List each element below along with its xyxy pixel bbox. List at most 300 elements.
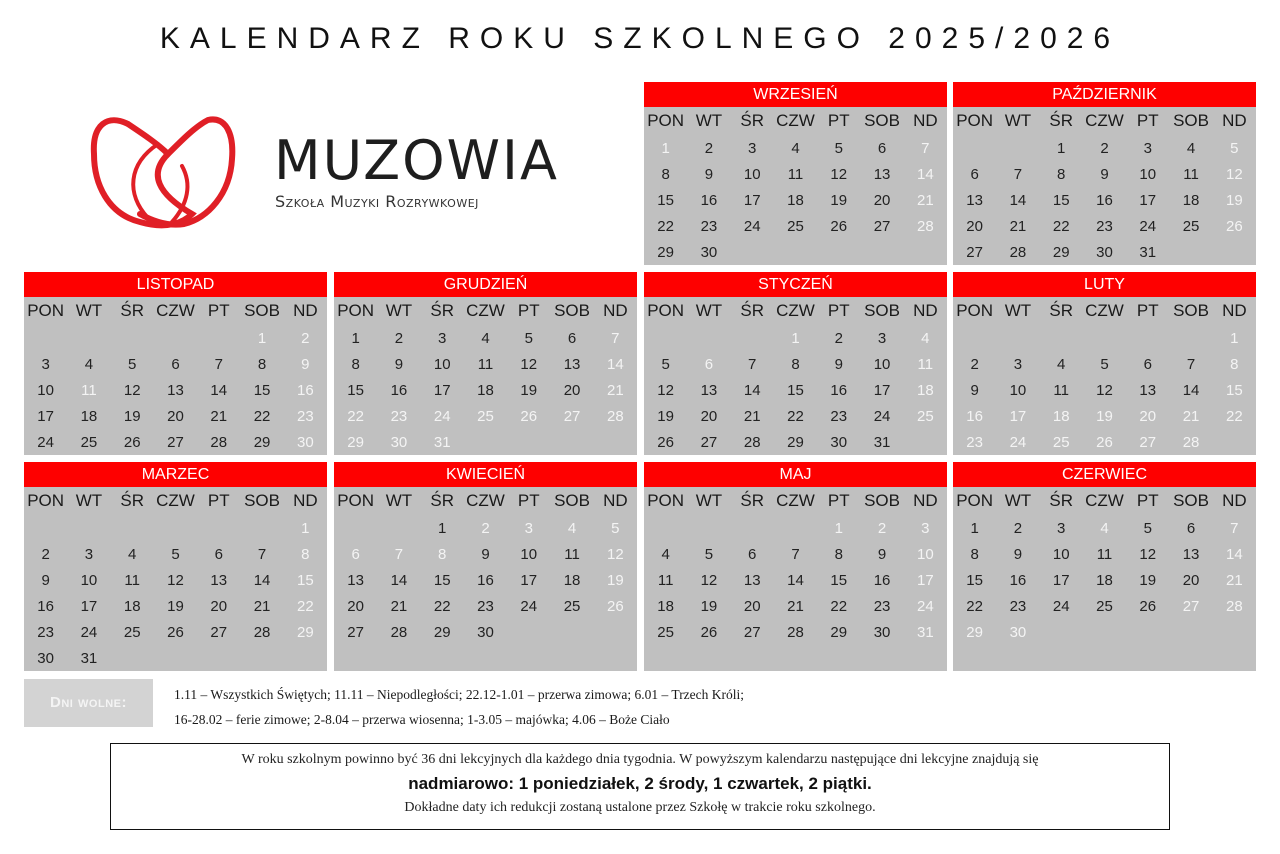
empty-day-cell [687,645,730,671]
school-day-cell: 25 [123,623,141,641]
brand-name: MUZOWIA [274,129,559,192]
school-day-cell: 13 [743,571,761,589]
school-day-cell: 12 [123,381,141,399]
empty-day-cell [996,135,1039,161]
school-day-cell: 13 [347,571,364,589]
school-day-cell: 2 [394,329,404,347]
school-day-cell: 1 [1057,139,1066,157]
school-day-cell: 24 [80,623,98,641]
month-name: STYCZEŃ [644,272,947,297]
school-day-cell: 4 [481,329,490,347]
school-day-cell: 13 [966,191,983,209]
weekday-header: ND [293,301,318,320]
week-row [334,541,637,567]
empty-day-cell [1213,239,1256,265]
school-day-cell: 10 [433,355,451,373]
week-row [334,593,637,619]
day-off-cell: 21 [917,191,934,209]
school-day-cell: 8 [970,545,979,563]
week-row [24,593,327,619]
school-day-cell: 4 [661,545,670,563]
empty-day-cell [774,515,817,541]
school-day-cell: 24 [873,407,891,425]
empty-day-cell [594,619,637,645]
month-name: LUTY [953,272,1256,297]
weekday-header: SOB [244,491,280,510]
school-day-cell: 6 [877,139,887,157]
school-day-cell: 30 [37,649,54,667]
school-day-cell: 26 [700,623,718,641]
school-day-cell: 22 [433,597,451,615]
school-day-cell: 20 [873,191,891,209]
empty-day-cell [1083,325,1126,351]
empty-day-cell [731,239,774,265]
school-day-cell: 27 [873,217,891,235]
week-row [24,377,327,403]
weekday-header: SOB [1173,301,1209,320]
weekday-header: PON [956,301,994,320]
weekday-header: ŚR [1049,111,1074,130]
days-off-label: Dni wolne: [24,679,153,727]
day-off-cell: 1 [834,519,843,537]
school-day-cell: 15 [657,191,674,209]
weekday-header: PT [827,491,850,510]
school-day-cell: 11 [657,571,674,589]
school-day-cell: 15 [253,381,271,399]
day-off-cell: 17 [1009,407,1027,425]
school-day-cell: 25 [563,597,581,615]
school-day-cell: 10 [873,355,891,373]
empty-day-cell [550,645,593,671]
day-off-cell: 23 [966,433,983,451]
school-day-cell: 27 [210,623,228,641]
day-off-cell: 6 [351,545,360,563]
empty-day-cell [860,645,903,671]
school-day-cell: 16 [477,571,494,589]
school-day-cell: 20 [210,597,228,615]
weekday-header: CZW [156,301,195,320]
empty-day-cell [111,515,154,541]
weekday-header: PON [337,491,375,510]
empty-day-cell [1213,429,1256,455]
day-off-cell: 4 [1100,519,1109,537]
weekday-header: ŚR [430,301,455,320]
week-row [24,403,327,429]
empty-day-cell [1169,325,1212,351]
weekday-header: ND [913,301,938,320]
empty-day-cell [197,645,240,671]
weekday-header: WT [1004,111,1032,130]
day-off-cell: 29 [966,623,983,641]
school-day-cell: 20 [347,597,364,615]
school-day-cell: 18 [1182,191,1200,209]
empty-day-cell [377,645,420,671]
school-day-cell: 10 [743,165,761,183]
day-off-cell: 5 [611,519,620,537]
school-logo [88,114,588,234]
empty-day-cell [817,239,860,265]
week-row [644,377,947,403]
empty-day-cell [154,645,197,671]
weekday-header: PT [207,491,230,510]
day-off-cell: 8 [301,545,310,563]
day-off-cell: 24 [433,407,451,425]
week-row [644,135,947,161]
school-day-cell: 9 [877,545,887,563]
school-day-cell: 6 [1186,519,1196,537]
empty-day-cell [1213,645,1256,671]
school-day-cell: 2 [1100,139,1109,157]
school-day-cell: 7 [791,545,800,563]
school-day-cell: 10 [37,381,54,399]
school-day-cell: 15 [433,571,451,589]
weekday-header: PT [827,111,850,130]
day-off-cell: 28 [1182,433,1200,451]
day-off-cell: 16 [966,407,983,425]
days-off-line: 1.11 – Wszystkich Świętych; 11.11 – Niepodległości; 22.12-1.01 – przerwa zimowa; 6.01 – Trzech Króli; [174,687,745,702]
school-day-cell: 23 [700,217,718,235]
school-day-cell: 25 [1096,597,1113,615]
week-row [644,515,947,541]
school-day-cell: 20 [167,407,184,425]
school-day-cell: 5 [128,355,137,373]
empty-day-cell [953,645,996,671]
school-day-cell: 29 [657,243,674,261]
school-day-cell: 1 [970,519,979,537]
school-day-cell: 22 [1052,217,1070,235]
day-off-cell: 23 [297,407,314,425]
school-day-cell: 19 [520,381,538,399]
empty-day-cell [1169,239,1212,265]
school-day-cell: 24 [37,433,54,451]
week-row [334,325,637,351]
days-off-line: 16-28.02 – ferie zimowe; 2-8.04 – przerwa wiosenna; 1-3.05 – majówka; 4.06 – Boże Ciało [174,712,670,727]
note-line: Dokładne daty ich redukcji zostaną ustalone przez Szkołę w trakcie roku szkolnego. [404,800,876,815]
school-day-cell: 13 [700,381,718,399]
school-day-cell: 17 [80,597,98,615]
empty-day-cell [1213,619,1256,645]
school-day-cell: 4 [1186,139,1196,157]
school-day-cell: 13 [1182,545,1200,563]
weekday-header: ŚR [740,111,765,130]
school-day-cell: 27 [743,623,761,641]
empty-day-cell [904,239,947,265]
weekday-header: SOB [864,301,900,320]
school-day-cell: 21 [390,597,408,615]
school-day-cell: 9 [970,381,979,399]
school-day-cell: 28 [210,433,228,451]
school-day-cell: 28 [253,623,271,641]
month-name: MARZEC [24,462,327,487]
brand-tagline: Szkoła Muzyki Rozrywkowej [275,192,479,211]
school-day-cell: 3 [748,139,757,157]
school-day-cell: 5 [834,139,843,157]
school-day-cell: 19 [1139,571,1157,589]
week-row [953,187,1256,213]
school-day-cell: 4 [1057,355,1066,373]
day-off-cell: 1 [661,139,670,157]
school-day-cell: 21 [210,407,228,425]
week-row [334,567,637,593]
weekday-header: ND [1222,301,1247,320]
empty-day-cell [421,645,464,671]
school-day-cell: 27 [347,623,364,641]
school-day-cell: 17 [520,571,538,589]
empty-day-cell [154,515,197,541]
school-day-cell: 23 [873,597,891,615]
school-day-cell: 22 [787,407,804,425]
school-day-cell: 6 [567,329,577,347]
school-day-cell: 7 [1013,165,1023,183]
day-off-cell: 3 [921,519,930,537]
day-off-cell: 2 [481,519,490,537]
empty-day-cell [507,645,550,671]
school-day-cell: 1 [351,329,360,347]
school-day-cell: 2 [1013,519,1023,537]
weekday-header: SOB [554,491,590,510]
weekday-header: WT [695,301,723,320]
day-off-cell: 5 [1230,139,1239,157]
school-day-cell: 3 [1143,139,1152,157]
day-off-cell: 14 [1226,545,1243,563]
weekday-header: PON [647,301,685,320]
school-day-cell: 14 [787,571,804,589]
week-row [334,515,637,541]
school-day-cell: 26 [1139,597,1157,615]
school-day-cell: 21 [253,597,271,615]
school-day-cell: 18 [477,381,494,399]
school-day-cell: 14 [1009,191,1027,209]
empty-day-cell [1126,619,1169,645]
school-day-cell: 22 [966,597,983,615]
weekday-header: WT [385,301,413,320]
empty-day-cell [731,515,774,541]
day-off-cell: 17 [917,571,934,589]
day-off-cell: 1 [301,519,310,537]
empty-day-cell [550,429,593,455]
weekday-header: CZW [776,111,815,130]
school-day-cell: 15 [347,381,364,399]
weekday-header: ND [1222,491,1247,510]
empty-day-cell [240,515,283,541]
school-day-cell: 5 [661,355,670,373]
day-off-cell: 22 [347,407,364,425]
week-row [644,403,947,429]
school-day-cell: 30 [1096,243,1113,261]
weekday-header: PT [517,301,540,320]
school-day-cell: 25 [787,217,804,235]
empty-day-cell [464,429,507,455]
week-row [953,429,1256,455]
week-row [334,377,637,403]
week-row [334,403,637,429]
school-day-cell: 12 [520,355,538,373]
empty-day-cell [197,325,240,351]
school-day-cell: 9 [481,545,490,563]
week-row [644,645,947,671]
empty-day-cell [904,645,947,671]
week-row [644,351,947,377]
empty-day-cell [594,429,637,455]
school-day-cell: 18 [787,191,804,209]
day-off-cell: 31 [433,433,451,451]
empty-day-cell [334,645,377,671]
school-day-cell: 2 [704,139,714,157]
day-off-cell: 11 [917,355,934,373]
school-day-cell: 31 [1139,243,1157,261]
empty-day-cell [111,645,154,671]
week-row [644,567,947,593]
week-row [24,619,327,645]
weekday-header: PT [1136,111,1159,130]
school-day-cell: 18 [1096,571,1113,589]
empty-day-cell [953,135,996,161]
day-off-cell: 7 [394,545,404,563]
weekday-header: ND [913,491,938,510]
school-day-cell: 16 [390,381,408,399]
school-day-cell: 10 [80,571,98,589]
school-day-cell: 22 [657,217,674,235]
school-day-cell: 6 [970,165,979,183]
day-off-cell: 1 [257,329,267,347]
day-off-cell: 27 [1139,433,1157,451]
week-row [644,213,947,239]
day-off-cell: 25 [917,407,934,425]
month-calendar [334,462,637,671]
school-day-cell: 27 [167,433,184,451]
school-day-cell: 20 [1182,571,1200,589]
day-off-cell: 12 [1226,165,1243,183]
school-day-cell: 29 [253,433,271,451]
school-day-cell: 16 [37,597,54,615]
week-row [953,325,1256,351]
weekday-header: ND [1222,111,1247,130]
school-day-cell: 29 [433,623,451,641]
school-day-cell: 11 [787,165,804,183]
school-day-cell: 14 [1182,381,1200,399]
weekday-header: WT [695,491,723,510]
week-row [953,403,1256,429]
school-day-cell: 21 [1009,217,1027,235]
day-off-cell: 22 [297,597,314,615]
school-day-cell: 26 [167,623,184,641]
day-off-cell: 19 [1096,407,1113,425]
month-calendar [953,82,1256,265]
school-day-cell: 23 [37,623,54,641]
day-off-cell: 18 [1052,407,1070,425]
day-off-cell: 20 [1139,407,1157,425]
week-row [953,541,1256,567]
week-row [334,619,637,645]
weekday-header: WT [1004,491,1032,510]
school-day-cell: 26 [830,217,848,235]
week-row [644,429,947,455]
school-day-cell: 30 [700,243,718,261]
day-off-cell: 26 [520,407,538,425]
weekday-header: ŚR [1049,491,1074,510]
school-day-cell: 7 [1186,355,1196,373]
week-row [953,645,1256,671]
school-day-cell: 30 [873,623,891,641]
day-off-cell: 8 [1230,355,1239,373]
school-day-cell: 26 [657,433,674,451]
day-off-cell: 10 [917,545,934,563]
school-day-cell: 6 [171,355,180,373]
week-row [24,515,327,541]
empty-day-cell [1126,645,1169,671]
empty-day-cell [1083,645,1126,671]
school-day-cell: 18 [657,597,674,615]
note-line: W roku szkolnym powinno być 36 dni lekcyjnych dla każdego dnia tygodnia. W powyższym kalendarzu następujące dni lekcyjne znajdują się [241,752,1039,767]
school-day-cell: 17 [1139,191,1157,209]
school-day-cell: 12 [830,165,848,183]
weekday-header: SOB [554,301,590,320]
weekday-header: WT [695,111,723,130]
school-day-cell: 5 [1143,519,1152,537]
school-day-cell: 2 [970,355,979,373]
day-off-cell: 28 [1226,597,1243,615]
school-day-cell: 6 [748,545,757,563]
day-off-cell: 7 [611,329,620,347]
school-day-cell: 11 [477,355,494,373]
empty-day-cell [550,619,593,645]
school-day-cell: 21 [787,597,804,615]
school-day-cell: 10 [1009,381,1027,399]
day-off-cell: 21 [1226,571,1243,589]
school-day-cell: 3 [84,545,94,563]
month-name: MAJ [644,462,947,487]
school-day-cell: 16 [1009,571,1027,589]
school-day-cell: 8 [661,165,670,183]
empty-day-cell [953,325,996,351]
school-day-cell: 11 [1183,165,1199,183]
school-day-cell: 20 [966,217,983,235]
day-off-cell: 28 [917,217,934,235]
day-off-cell: 30 [1009,623,1027,641]
day-off-cell: 21 [607,381,624,399]
school-day-cell: 19 [167,597,184,615]
school-day-cell: 23 [477,597,494,615]
school-day-cell: 7 [214,355,223,373]
weekday-header: SOB [864,491,900,510]
page-title: KALENDARZ ROKU SZKOLNEGO 2025/2026 [159,22,1121,55]
extra-days-note [110,743,1170,830]
school-day-cell: 21 [743,407,761,425]
school-day-cell: 28 [743,433,761,451]
day-off-cell: 14 [917,165,934,183]
school-day-cell: 9 [394,355,404,373]
weekday-header: CZW [776,301,815,320]
weekday-header: ND [293,491,318,510]
empty-day-cell [1040,645,1083,671]
week-row [24,541,327,567]
month-name: CZERWIEC [953,462,1256,487]
school-day-cell: 13 [210,571,228,589]
school-day-cell: 15 [830,571,848,589]
day-off-cell: 8 [438,545,447,563]
empty-day-cell [1040,619,1083,645]
day-off-cell: 26 [607,597,624,615]
school-day-cell: 11 [124,571,140,589]
week-row [644,619,947,645]
week-row [334,429,637,455]
day-off-cell: 24 [917,597,934,615]
day-off-cell: 23 [390,407,408,425]
school-day-cell: 22 [253,407,271,425]
empty-day-cell [464,645,507,671]
weekday-header: CZW [466,491,505,510]
school-day-cell: 6 [214,545,223,563]
